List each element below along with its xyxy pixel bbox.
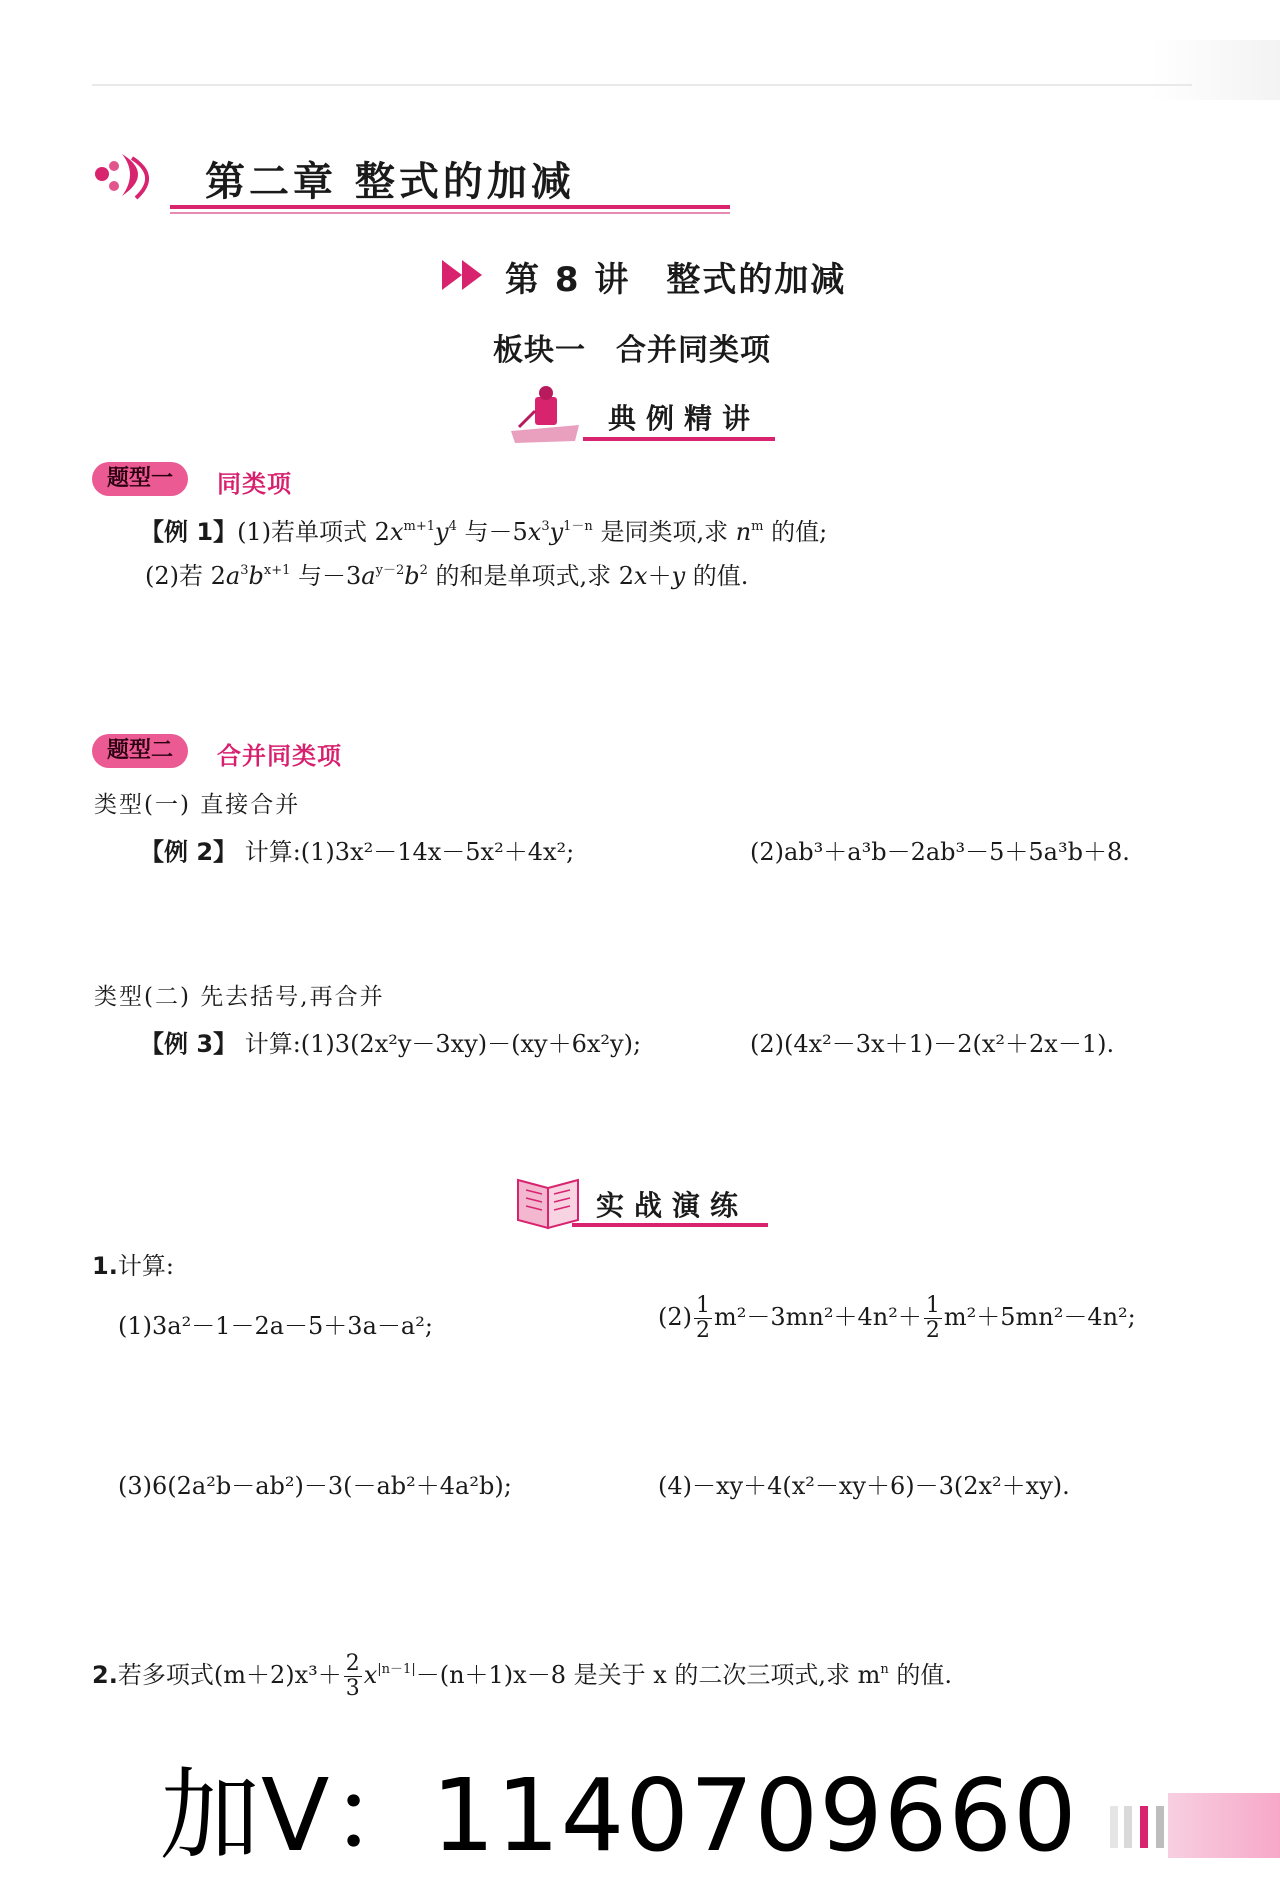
ex2-intro: 计算: (244, 838, 301, 866)
top-rule (92, 84, 1192, 86)
banner-examples: 典例精讲 (608, 402, 761, 435)
banner-examples-rule (583, 437, 775, 441)
ex1-text: (1)若单项式 2 (237, 518, 390, 546)
ex1-text: 的和是单项式,求 2 (427, 562, 635, 590)
ex1-text: 与－3 (290, 562, 362, 590)
double-arrow-icon (440, 258, 490, 292)
ex1-sup: 3 (240, 563, 249, 578)
fraction-num: 1 (696, 1293, 710, 1318)
lecture-name: 整式的加减 (666, 260, 847, 300)
fraction (694, 1294, 712, 1343)
section-title (493, 325, 771, 369)
ex1-sup: 2 (419, 563, 428, 578)
chapter-title: 第二章 整式的加减 (205, 159, 575, 205)
banner-practice: 实战演练 (596, 1189, 749, 1222)
top-shadow (1150, 40, 1280, 100)
watermark-text: 加V：1140709660 (160, 1757, 1078, 1874)
chapter-icon (92, 140, 162, 210)
ex3-q2: (2)(4x²－3x＋1)－2(x²＋2x－1). (750, 1030, 1115, 1058)
problem1-b-text: (2) (658, 1303, 692, 1331)
problem2-sup: |n－1| (377, 1662, 416, 1677)
ex1-sup: m+1 (403, 519, 436, 534)
ex3-q1: (1)3(2x²y－3xy)－(xy＋6x²y); (300, 1030, 642, 1058)
problem2-text: －(n＋1)x－8 是关于 x 的二次三项式,求 m (415, 1661, 881, 1689)
ex1-sup: y－2 (375, 563, 405, 578)
problem2-number: 2. (92, 1661, 118, 1689)
problem1-b-text: m²－3mn²＋4n²＋ (714, 1303, 922, 1331)
corner-bar (1156, 1806, 1164, 1848)
corner-bar (1124, 1806, 1132, 1848)
fraction (924, 1294, 942, 1343)
subtype1: 类型(一) 直接合并 (94, 792, 301, 818)
ex1-line2: (2)若 $2a^3b^{x+1}$ 与$-3a^{y-2}b^2$ 的和是单项式,求 2x＋y 的值. (145, 562, 749, 590)
ex1-sup: m (751, 519, 764, 534)
problem2-text: 的值. (888, 1661, 953, 1689)
ex1-text: (2)若 2 (145, 562, 226, 590)
ex1-sup: 1－n (563, 519, 593, 534)
ex3-intro: 计算: (244, 1030, 301, 1058)
page-corner-tab (1168, 1793, 1280, 1858)
corner-bar (1110, 1806, 1118, 1848)
ex3-label: 【例 3】 (140, 1030, 238, 1058)
section-number: 板块一 (493, 333, 586, 368)
type1-tag: 题型一 (92, 462, 188, 496)
problem1-b (658, 1294, 1136, 1343)
ex2-line (140, 832, 574, 867)
ex2-q2: (2)ab³＋a³b－2ab³－5＋5a³b＋8. (750, 838, 1130, 866)
ex1-text: 是同类项,求 (592, 518, 736, 546)
problem1-intro: 计算: (117, 1252, 174, 1280)
corner-bar (1140, 1806, 1148, 1848)
ex1-text: 的值. (685, 562, 749, 590)
lecture-number: 第 8 讲 (505, 260, 631, 300)
problem2-sup: n (880, 1662, 889, 1677)
problem1-c: (3)6(2a²b－ab²)－3(－ab²＋4a²b); (118, 1472, 512, 1500)
ex1-sup: 4 (448, 519, 457, 534)
problem1-d: (4)－xy＋4(x²－xy＋6)－3(2x²＋xy). (658, 1472, 1070, 1500)
ex1-text: 与－5 (456, 518, 528, 546)
problem1-heading (92, 1246, 174, 1281)
problem2: 2.若多项式(m＋2)x³＋ $\frac{2}{3}$ $x^{|n-1|}-(n+1)x-8$ 是关于 x 的二次三项式,求 $m^n$ 的值. (92, 1651, 953, 1701)
fraction-num: 2 (345, 1651, 360, 1676)
section-name: 合并同类项 (616, 333, 771, 368)
fraction-den: 3 (345, 1676, 360, 1701)
fraction (344, 1652, 362, 1701)
subtype2: 类型(二) 先去括号,再合并 (94, 984, 385, 1010)
ex3-line (140, 1024, 641, 1059)
fraction-num: 1 (925, 1293, 940, 1318)
problem1-a: (1)3a²－1－2a－5＋3a－a²; (118, 1312, 433, 1340)
problem1-b-text: m²＋5mn²－4n²; (943, 1303, 1136, 1331)
chapter-rule-thin (170, 212, 730, 214)
problem1-number: 1. (92, 1252, 118, 1280)
ex2-q1: (1)3x²－14x－5x²＋4x²; (300, 838, 575, 866)
type1-title: 同类项 (217, 470, 292, 498)
ex1-text: 的值; (763, 518, 828, 546)
ex1-label: 【例 1】 (140, 518, 238, 546)
chapter-rule (170, 205, 730, 209)
ex1-sup: 3 (541, 519, 550, 534)
type2-title: 合并同类项 (217, 742, 342, 770)
ex2-label: 【例 2】 (140, 838, 238, 866)
lecturer-icon (505, 383, 585, 445)
type2-tag: 题型二 (92, 734, 188, 768)
problem2-text: 若多项式(m＋2)x³＋ (117, 1661, 342, 1689)
ex1-line1: 【例 1】(1)若单项式 $2x^{m+1}y^4$ 与$-5x^3y^{1-n}$ 是同类项,求 $n^m$ 的值; (140, 518, 828, 546)
lecture-title (505, 252, 846, 301)
fraction-den: 2 (925, 1318, 940, 1343)
ex1-sup: x+1 (263, 563, 291, 578)
fraction-den: 2 (696, 1318, 710, 1343)
banner-practice-rule (572, 1223, 768, 1227)
